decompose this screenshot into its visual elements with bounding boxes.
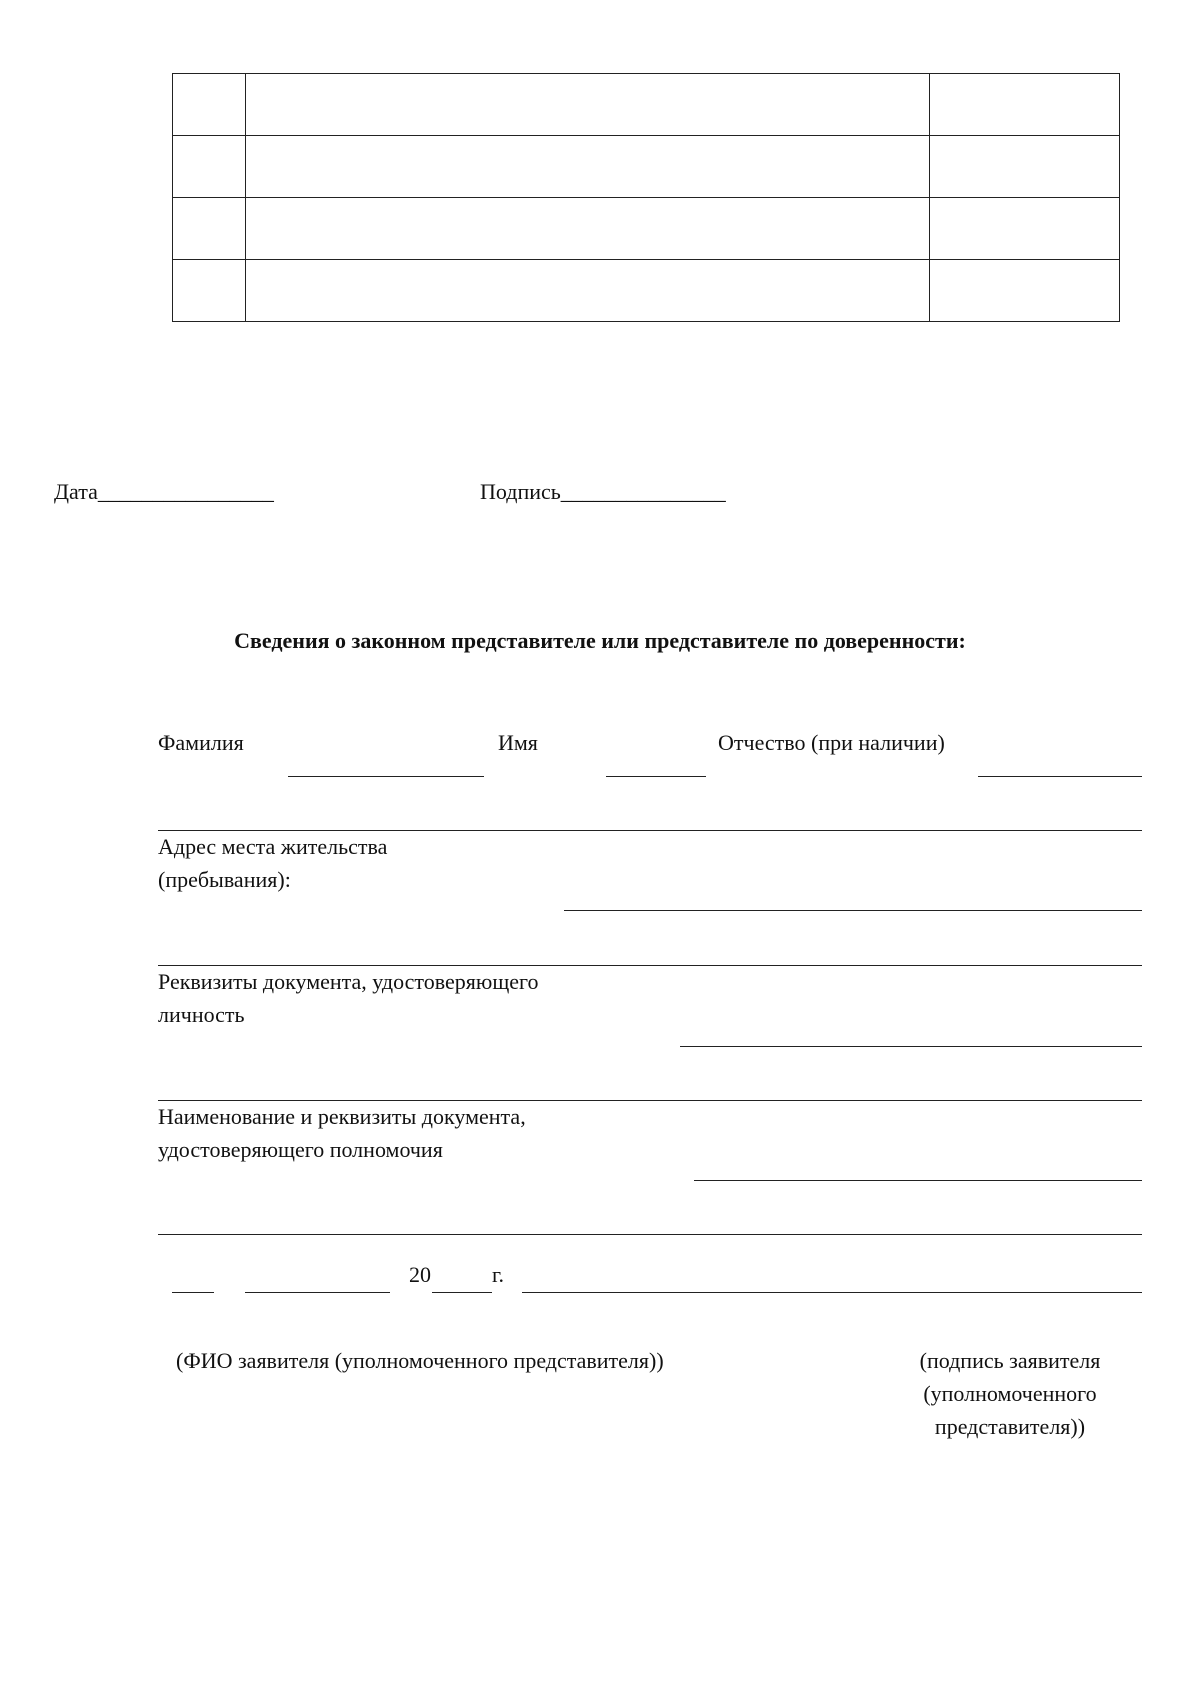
table-cell[interactable] <box>246 260 930 322</box>
identity-doc-line[interactable] <box>680 1046 1142 1047</box>
signature-field[interactable] <box>480 475 726 508</box>
year-line[interactable] <box>432 1292 492 1293</box>
year-suffix: г. <box>492 1262 505 1287</box>
table-row <box>173 74 1120 136</box>
address-label-line2: (пребывания): <box>158 867 291 892</box>
table-cell[interactable] <box>246 198 930 260</box>
table-cell[interactable] <box>173 136 246 198</box>
date-underscores: ________________ <box>97 479 274 504</box>
last-name-line[interactable] <box>288 776 484 777</box>
patronymic-line[interactable] <box>978 776 1142 777</box>
last-name-label: Фамилия <box>158 730 244 755</box>
signature-caption-line1: (подпись заявителя <box>919 1348 1101 1373</box>
patronymic-label: Отчество (при наличии) <box>718 730 945 755</box>
table-cell[interactable] <box>930 74 1120 136</box>
first-name-line[interactable] <box>606 776 706 777</box>
table-cell[interactable] <box>173 260 246 322</box>
separator-line <box>158 1234 1142 1235</box>
signature-underscores: _______________ <box>560 479 726 504</box>
table-row <box>173 260 1120 322</box>
century-prefix: 20 <box>409 1262 431 1287</box>
date-label: Дата <box>54 479 98 504</box>
month-line[interactable] <box>245 1292 390 1293</box>
signature-caption <box>870 1344 1150 1443</box>
authority-doc-label-line2: удостоверяющего полномочия <box>158 1137 443 1162</box>
identity-doc-label-line1: Реквизиты документа, удостоверяющего <box>158 969 539 994</box>
records-table <box>172 73 1120 322</box>
applicant-signature-line[interactable] <box>522 1292 1142 1293</box>
day-line[interactable] <box>172 1292 214 1293</box>
table-cell[interactable] <box>930 198 1120 260</box>
table-cell[interactable] <box>246 74 930 136</box>
identity-doc-label-line2: личность <box>158 1002 245 1027</box>
table-cell[interactable] <box>930 260 1120 322</box>
address-label-line1: Адрес места жительства <box>158 834 388 859</box>
authority-doc-line[interactable] <box>694 1180 1142 1181</box>
signature-caption-line2: (уполномоченного <box>923 1381 1097 1406</box>
table-cell[interactable] <box>930 136 1120 198</box>
table-cell[interactable] <box>173 74 246 136</box>
applicant-name-caption: (ФИО заявителя (уполномоченного представителя)) <box>176 1348 664 1373</box>
signature-label: Подпись <box>480 479 561 504</box>
table-row <box>173 198 1120 260</box>
section-title: Сведения о законном представителе или представителе по доверенности: <box>234 628 966 653</box>
first-name-label: Имя <box>498 730 538 755</box>
signature-caption-line3: представителя)) <box>934 1414 1086 1439</box>
date-field[interactable] <box>54 475 274 508</box>
table-row <box>173 136 1120 198</box>
table-cell[interactable] <box>246 136 930 198</box>
address-line[interactable] <box>564 910 1142 911</box>
table-cell[interactable] <box>173 198 246 260</box>
authority-doc-label-line1: Наименование и реквизиты документа, <box>158 1104 526 1129</box>
